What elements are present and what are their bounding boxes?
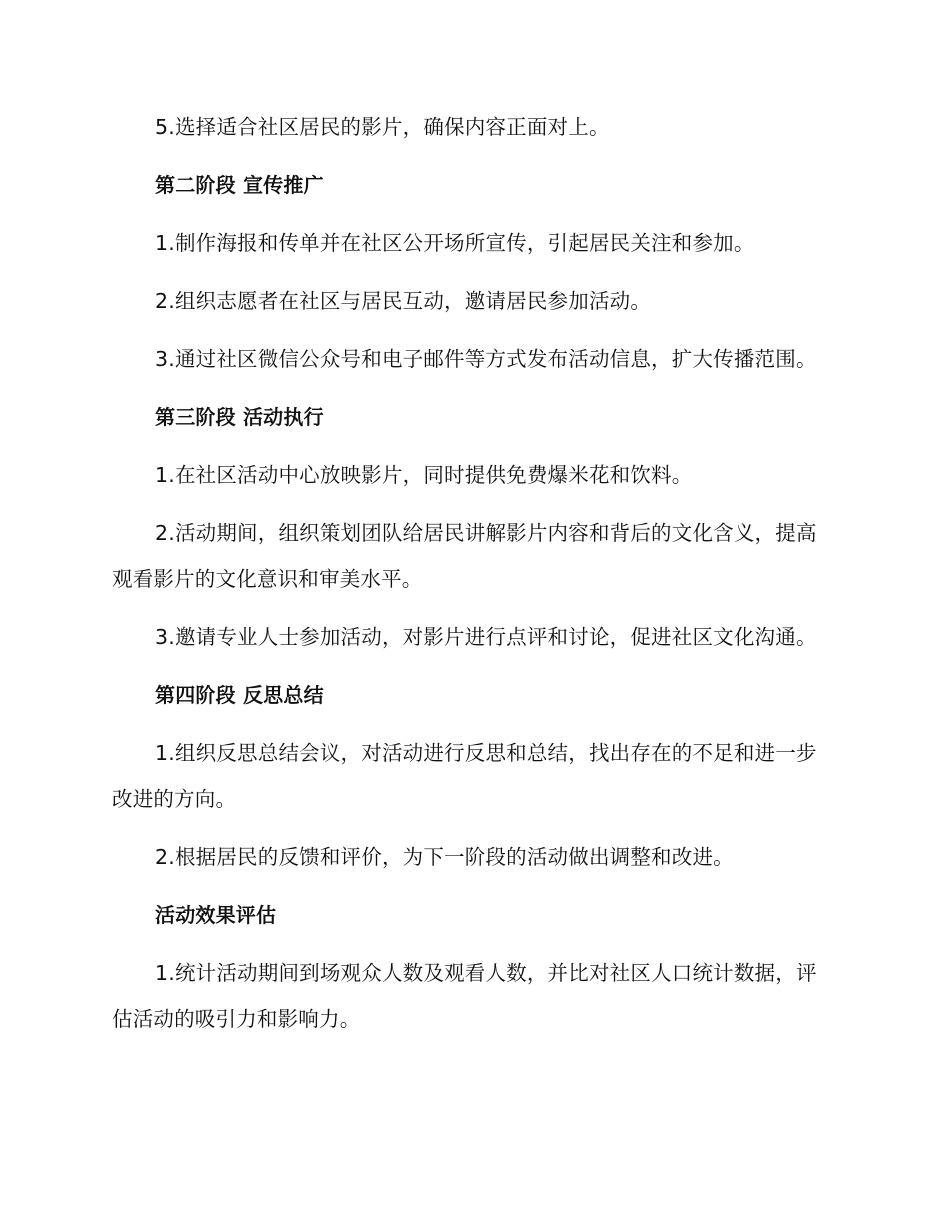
- paragraph-execution-3: 3.邀请专业人士参加活动，对影片进行点评和讨论，促进社区文化沟通。: [155, 625, 817, 649]
- paragraph-execution-1: 1.在社区活动中心放映影片，同时提供免费爆米花和饮料。: [155, 463, 693, 487]
- paragraph-reflection-2: 2.根据居民的反馈和评价，为下一阶段的活动做出调整和改进。: [155, 845, 734, 869]
- paragraph-step-5-film-selection: 5.选择适合社区居民的影片，确保内容正面对上。: [155, 115, 610, 139]
- paragraph-evaluation-1: 1.统计活动期间到场观众人数及观看人数，并比对社区人口统计数据，评估活动的吸引力和影响力。: [112, 961, 817, 1031]
- section-heading-reflection: 第四阶段 反思总结: [155, 683, 324, 707]
- paragraph-promotion-1: 1.制作海报和传单并在社区公开场所宣传，引起居民关注和参加。: [155, 231, 755, 255]
- paragraph-reflection-1: 1.组织反思总结会议，对活动进行反思和总结，找出存在的不足和进一步改进的方向。: [112, 741, 817, 811]
- section-heading-execution: 第三阶段 活动执行: [155, 405, 324, 429]
- document-body: [112, 104, 832, 1042]
- section-heading-evaluation: 活动效果评估: [155, 903, 277, 927]
- paragraph-promotion-3: 3.通过社区微信公众号和电子邮件等方式发布活动信息，扩大传播范围。: [155, 347, 817, 371]
- paragraph-execution-2: 2.活动期间，组织策划团队给居民讲解影片内容和背后的文化含义，提高观看影片的文化意识和审美水平。: [112, 521, 817, 591]
- paragraph-promotion-2: 2.组织志愿者在社区与居民互动，邀请居民参加活动。: [155, 289, 652, 313]
- section-heading-promotion: 第二阶段 宣传推广: [155, 173, 324, 197]
